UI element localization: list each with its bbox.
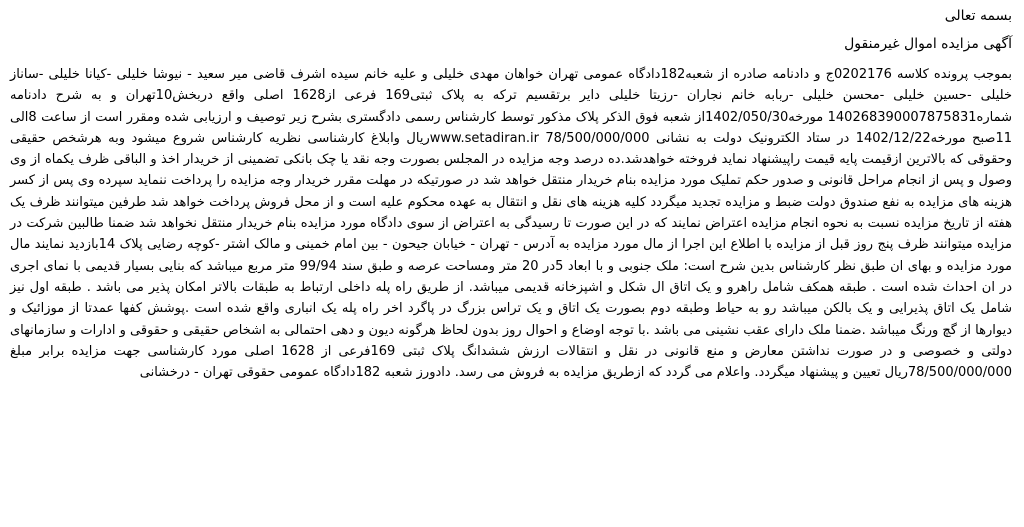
notice-title: آگهی مزایده اموال غیرمنقول bbox=[844, 36, 1012, 52]
document-heading: بسمه تعالی bbox=[944, 8, 1012, 24]
notice-body-text: بموجب پرونده کلاسه 0202176ج و دادنامه صادره از شعبه182دادگاه عمومی تهران خواهان مهدی خلیلی و علیه خانم سیده اشرف قاضی میر سعید - نیوشا خلیلی -کیانا خلیلی -ساناز خلیلی -حسین خلیلی -محسن خلیلی -ربابه خانم نجاران -رزیتا خلیلی دایر برتقسیم ترکه به پلاک ثبتی169 فرعی از1628 اصلی واقع دربخش10تهران و به شرح دادنامه شماره140268390007875831 مورخه1402/050/30از شعبه فوق الذکر پلاک مذکور توسط کارشناس رسمی دادگستری بشرح زیر توصیف و ارزیابی شده ومقرر است از ساعت 8الی 11صبح مورخه1402/12/22 در ستاد الکترونیک دولت به نشانی www.setadiran.ir 78/500/000/000ریال وابلاغ کارشناسی نظریه کارشناس شروع میشود وبه هرشخص حقیقی وحقوقی که بالاترین ازقیمت پایه قیمت راپیشنهاد نماید فروخته خواهدشد.ده درصد وجه مزایده در المجلس بصورت وجه نقد یا چک بانکی تضمینی از خریدار اخذ و الباقی ظرف یکماه از وی وصول و پس از انجام مراحل قانونی و صدور حکم تملیک مورد مزایده بنام خریدار منتقل خواهد شد در صورتیکه در مهلت مقرر خریدار وجه مزایده را پرداخت ننماید سپرده وی پس از کسر هزینه های مزایده به نفع صندوق دولت ضبط و مزایده تجدید میگردد کلیه هزینه های نقل و انتقال به عهده محکوم علیه است و از محل فروش پرداخت خواهد شد طرفین میتوانند ظرف یک هفته از تاریخ مزایده نسبت به نحوه انجام مزایده اعتراض نمایند که در این صورت تا رسیدگی به اعتراض از سوی دادگاه مورد مزایده بنام خریدار منتقل نخواهد شد ضمنا طالبین شرکت در مزایده میتوانند ظرف پنج روز قبل از مزایده با اطلاع این اجرا از مال مورد مزایده به آدرس - تهران - خیابان جیحون - بین امام خمینی و مالک اشتر -کوچه رضایی پلاک 14بازدید نمایند مال مورد مزایده و بهای ان طبق نظر کارشناس بدین شرح است: ملک جنوبی و با ابعاد 5در 20 متر ومساحت عرصه و طبق سند 99/94 متر مربع میباشد که بنایی بسیار قدیمی با نمای اجری در ان احداث شده است . طبقه همکف شامل راهرو و یک اتاق ال شکل و اشپزخانه قدیمی میباشد. از طریق راه پله داخلی ارتباط به طبقات بالاتر امکان پذیر می باشد . طبقه اول نیز شامل یک اتاق پذیرایی و یک بالکن میباشد رو به حیاط وطبقه دوم بصورت یک اتاق و یک تراس بزرگ در پاگرد اخر راه پله یک انباری واقع شده است .پوشش کفها عمدتا از موزائیک و دیوارها از گچ ورنگ میباشد .ضمنا ملک دارای عقب نشینی می باشد .با توجه اوضاع و احوال روز بدون لحاظ هرگونه دیون و دهی احتمالی به اشخاص حقیقی و حقوقی و ادارات و سازمانهای دولتی و خصوصی و در صورت نداشتن معارض و منع قانونی در نقل و انتقالات ارزش ششدانگ پلاک ثبتی 169فرعی از 1628 اصلی مورد کارشناسی جهت مزایده برابر مبلغ 78/500/000/000ریال تعیین و پیشنهاد میگردد. واعلام می گردد که ازطریق مزایده به فروش می رسد. دادورز شعبه 182دادگاه عمومی حقوقی تهران - درخشانی bbox=[10, 67, 1013, 381]
